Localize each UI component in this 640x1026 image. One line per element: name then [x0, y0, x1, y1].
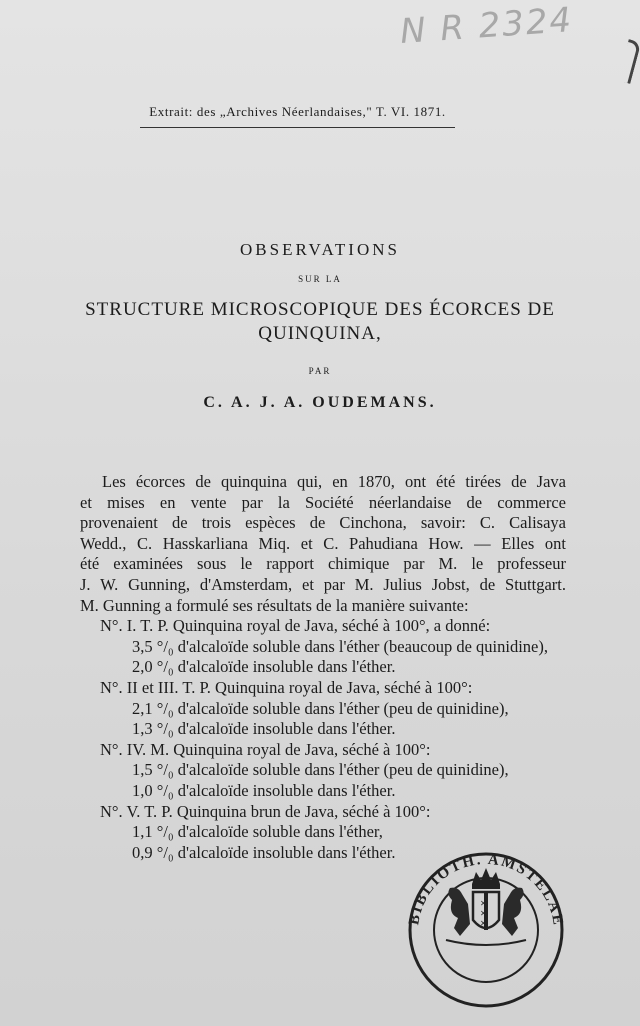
paragraph-line: Les écorces de quinquina qui, en 1870, ont été tirées de Java — [102, 472, 566, 491]
title-block — [60, 240, 580, 412]
body-text — [80, 472, 566, 863]
svg-text:✕: ✕ — [480, 899, 487, 908]
title-line-3: QUINQUINA, — [258, 323, 382, 344]
paragraph-line: M. Gunning a formulé ses résultats de la manière suivante: — [80, 595, 469, 615]
title-connector-1: SUR LA — [298, 274, 342, 284]
result-entry-value: 1,1 °/₀ d'alcaloïde soluble dans l'éther, — [132, 822, 383, 842]
paragraph-line: été examinées sous le rapport chimique par M. le professeur — [80, 554, 566, 574]
title-line-1: OBSERVATIONS — [240, 240, 400, 259]
paragraph-line: et mises en vente par la Société néerlandaise de commerce — [80, 492, 566, 512]
stamp-text: BIBLIOTH. AMSTELAE — [406, 851, 566, 928]
handwritten-shelfmark: N R 2324 — [398, 0, 575, 52]
result-entry-heading: N°. IV. M. Quinquina royal de Java, séché à 100°: — [100, 739, 431, 759]
paragraph-line: J. W. Gunning, d'Amsterdam, et par M. Julius Jobst, de Stuttgart. — [80, 574, 566, 594]
result-entry-value: 3,5 °/₀ d'alcaloïde soluble dans l'éther (beaucoup de quinidine), — [132, 636, 549, 656]
result-entry-value: 1,5 °/₀ d'alcaloïde soluble dans l'éther (peu de quinidine), — [132, 760, 509, 780]
result-entry-value: 1,0 °/₀ d'alcaloïde insoluble dans l'éther. — [132, 780, 396, 800]
author-name: C. A. J. A. OUDEMANS. — [203, 394, 437, 411]
result-entry-value: 2,1 °/₀ d'alcaloïde soluble dans l'éther (peu de quinidine), — [132, 698, 509, 718]
page-edge-mark — [618, 39, 640, 84]
title-connector-2: PAR — [308, 366, 332, 376]
result-entry-heading: N°. V. T. P. Quinquina brun de Java, séché à 100°: — [100, 801, 431, 821]
result-entry-value: 1,3 °/₀ d'alcaloïde insoluble dans l'éther. — [132, 719, 396, 739]
title-line-2: STRUCTURE MICROSCOPIQUE DES ÉCORCES DE — [85, 299, 555, 320]
result-entry-heading: N°. II et III. T. P. Quinquina royal de Java, séché à 100°: — [100, 677, 473, 697]
results-list — [80, 616, 566, 863]
result-entry-value: 0,9 °/₀ d'alcaloïde insoluble dans l'éther. — [132, 842, 396, 862]
offprint-header: Extrait: des „Archives Néerlandaises," T. VI. 1871. — [140, 104, 455, 128]
svg-text:✕: ✕ — [480, 909, 487, 918]
library-stamp-icon — [400, 840, 572, 1010]
paragraph-line: provenaient de trois espèces de Cinchona, savoir: C. Calisaya — [80, 513, 566, 533]
result-entry-value: 2,0 °/₀ d'alcaloïde insoluble dans l'éther. — [132, 657, 396, 677]
intro-paragraph — [80, 472, 566, 616]
svg-text:✕: ✕ — [480, 919, 487, 928]
paragraph-line: Wedd., C. Hasskarliana Miq. et C. Pahudiana How. — Elles ont — [80, 533, 566, 553]
library-stamp — [400, 840, 572, 1010]
result-entry-heading: N°. I. T. P. Quinquina royal de Java, séché à 100°, a donné: — [100, 616, 491, 636]
